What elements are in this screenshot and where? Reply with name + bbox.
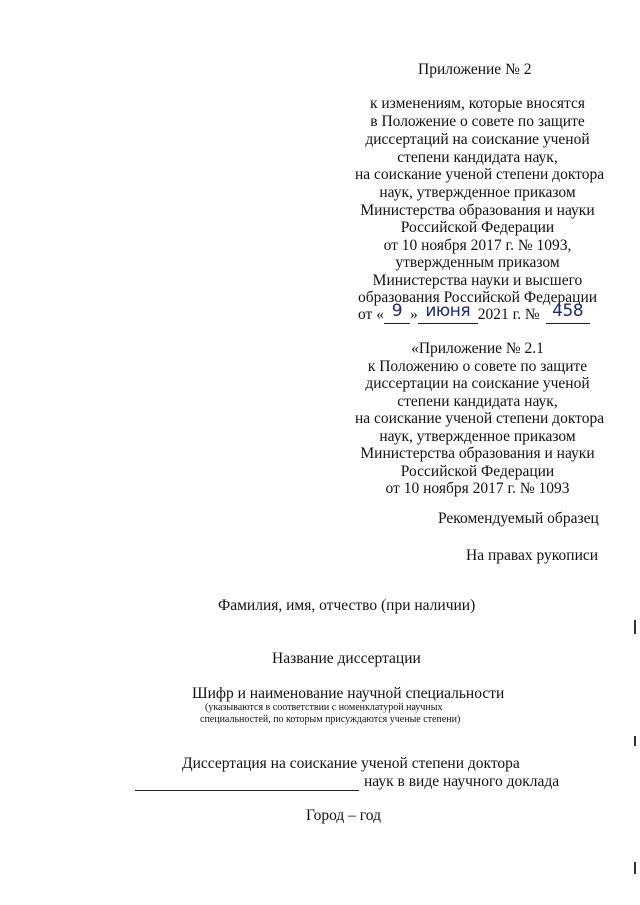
scan-edge-mark [634,620,636,634]
appendix-2-1-line: Министерства образования и науки [360,445,595,462]
appendix-header-line: утвержденным приказом [395,254,560,271]
order-year-label: 2021 г. № [477,306,540,323]
appendix-2-1-line: от 10 ноября 2017 г. № 1093 [385,480,570,497]
order-month-field [418,301,478,324]
full-name-placeholder: Фамилия, имя, отчество (при наличии) [218,597,476,614]
appendix-2-1-line: степени кандидата наук, [397,393,558,410]
scan-edge-mark [634,736,636,746]
appendix-header-line: образования Российской Федерации [357,289,598,306]
appendix-header-line: Министерства науки и высшего [372,272,583,289]
appendix-2-1-line: «Приложение № 2.1 [411,340,544,357]
appendix-header-line: в Положение о совете по защите [370,113,585,130]
degree-line: Диссертация на соискание ученой степени доктора [182,755,520,772]
degree-line-2 [135,773,559,791]
order-number-field [546,301,590,324]
order-date-mid: » [409,306,418,323]
appendix-2-1-line: диссертации на соискание ученой [365,375,590,392]
appendix-header-line: Министерства образования и науки [360,202,595,219]
appendix-header-line: наук, утвержденное приказом [379,184,576,201]
appendix-2-1-line: к Положению о совете по защите [367,358,588,375]
dissertation-title-placeholder: Название диссертации [272,650,421,667]
appendix-header-line: на соискание ученой степени доктора [355,166,605,183]
city-year-placeholder: Город – год [306,807,381,824]
degree-line-2-text: наук в виде научного доклада [364,773,560,790]
specialty-note: специальностей, по которым присуждаются ученые степени) [200,714,461,725]
order-date-line [358,301,590,324]
appendix-2-1-line: Российской Федерации [400,463,555,480]
order-month-handwritten: июня [425,301,471,321]
appendix-2-1-line: на соискание ученой степени доктора [355,410,605,427]
specialty-note: (указываются в соответствии с номенклатурой научных [205,702,443,713]
science-field-blank [135,774,359,791]
order-date-prefix: от « [358,306,384,323]
appendix-header-line: степени кандидата наук, [397,149,558,166]
recommended-sample-label: Рекомендуемый образец [438,510,599,527]
order-day-field [384,301,410,324]
appendix-header-line: Российской Федерации [400,219,555,236]
appendix-header-line: диссертаций на соискание ученой [365,131,590,148]
appendix-header-line: к изменениям, которые вносятся [369,95,585,112]
scan-edge-mark [634,862,636,874]
manuscript-rights-label: На правах рукописи [466,547,599,564]
order-number-handwritten: 458 [552,301,584,321]
appendix-title: Приложение № 2 [418,61,532,78]
appendix-header-line: от 10 ноября 2017 г. № 1093, [383,237,572,254]
specialty-placeholder: Шифр и наименование научной специальности [192,685,505,702]
appendix-2-1-line: наук, утвержденное приказом [379,428,576,445]
order-day-handwritten: 9 [391,301,403,321]
